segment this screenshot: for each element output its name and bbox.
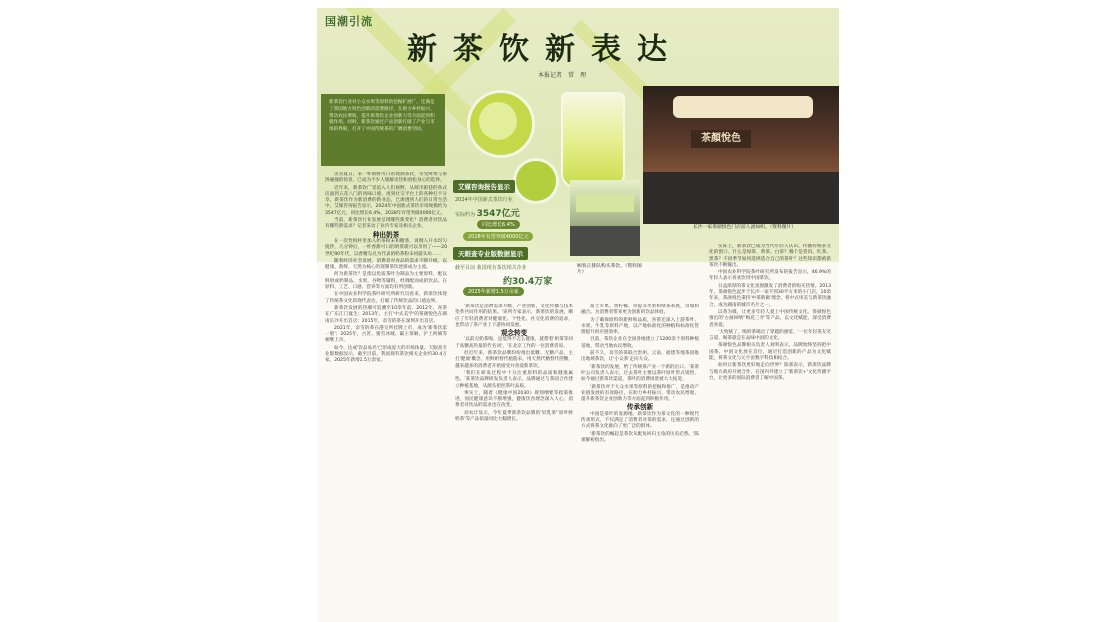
stat-line [503, 274, 552, 287]
article-paragraph: 炎炎夏日，来一杯新鲜可口的现制茶饮，享受鲜果与茶汤碰撞的惊喜，已成为不少人缓解炎热和放松身心的选择。 [325, 172, 447, 184]
shop-photo [643, 86, 839, 224]
article-paragraph: 如何让新茶饮更好地走向世界？陈蕾表示，新茶饮品牌与地方政府开展合作，在国内外建立了'新茶饮+'文化传播平台，让更多的国际消费者了解中国茶。 [709, 363, 831, 381]
article-column-1 [325, 172, 447, 620]
stat-label: 截至目前 [455, 265, 476, 271]
lead-box [321, 94, 445, 166]
byline: 本报记者 常 理 [538, 72, 587, 79]
photo-caption: 长沙一家茶颜悦色门店前人流如织。（资料图片） [693, 225, 797, 230]
stat-pill: 同比增长6.4% [477, 220, 520, 229]
tea-cup-icon [561, 92, 625, 188]
stat-pill: 2028年有望突破4000亿元 [463, 232, 533, 241]
article-paragraph: '大致统了，喝奶茶喝出了穿越的感觉。'一位年轻茶友笑言道，喝茶就是在品味中国的文化。 [709, 329, 831, 342]
shop-sign-shape [576, 194, 634, 212]
article-paragraph: 日益浓厚的茶文化氛围激发了消费者的购买热情。2013年，茶颜悦色起步于长沙一家不到30平方米的小门店，10余年来，茶颜悦色秉持'中茶新做'理念，将中式审美与新茶饮融合，成为湖南的城市名片之一。 [709, 283, 831, 308]
shop-sign: 茶顏悅色 [691, 130, 751, 148]
article-paragraph: 以茶为媒，让更多年轻人爱上中国传统文化。茶颜悦色推出的'古画回响''梅花三弄'等产品，以文化赋能，深受消费者喜爱。 [709, 309, 831, 328]
article-column-2 [455, 304, 573, 620]
article-column-4 [709, 244, 831, 620]
article-paragraph: 羽农计显示，今年夏季新茶饮品牌的'轻乳茶''原叶鲜奶茶'等产品销量同比大幅增长。 [455, 410, 573, 423]
stat-pill: 2025年新增1.5万余家 [463, 287, 524, 296]
article-paragraph: '新茶饮是消费需求升级、产业创新、文化传播与技术变革共同作用的结果。'该所专家表示，新茶饮的发展，顺应了年轻消费者对健康化、个性化、社交化消费的追求，也带动了茶产业上下游协同发展。 [455, 304, 573, 328]
lime-slice-icon [513, 158, 559, 204]
article-paragraph: 为了确保原料的新鲜和品质，喜茶还深入上游茶叶、水果、牛乳等原料产地，以产地标准化的种植和标准化管理提升供应链效率。 [581, 317, 699, 336]
article-paragraph: 前不久，奈雪的茶联合贵州、云南、福建等地茶园推出地域茶饮，让'小众茶'走向大众。 [581, 351, 699, 363]
stat-line [455, 206, 520, 219]
article-paragraph: 在中国农业科学院茶叶研究所研究员看来，新茶饮体现了传统茶文化的现代表达，打破了传统饮品的口感边界。 [325, 292, 447, 304]
article-paragraph: '以前点奶茶喝，总觉得不怎么健康，就想着'奶茶等同于高糖高热量的代名词'。'在北京工作的一位消费者说。 [455, 337, 573, 349]
article-paragraph: 在一次性纸杯里加入奶茶粉末和糖浆，再倒入开水均匀搅拌，几分钟后，一杯香甜可口的奶茶就可以享用了——20世纪90年代，以香精勾兑为代表的奶茶粉末初露头角…… [325, 238, 447, 257]
crowd-shape [643, 172, 839, 224]
stat-line [455, 264, 527, 271]
article-paragraph: 茶颜悦色品牌相关负责人刘明表示，品牌始终坚持把中国茶、中国文化放在首位，通过打造创新的产品为文化赋能，将茶文化与元宇宙数字科技相结合。 [709, 343, 831, 362]
stat-line: 2024年中国新式茶饮行业 [455, 197, 513, 203]
article-paragraph: 实际上，新茶饮已成为当代年轻人认识、传播传统茶文化的窗口。什么是绿茶、黄茶、白茶？哪个是普洱、红茶、黑茶？不同季节如何选择适合自己的茶叶？这些知识都被新茶饮不断输出。 [709, 244, 831, 268]
article-paragraph: 中国是茶叶的发源地，新茶饮作为茶文化的一种现代传承形式，不仅满足了消费者对茶的需求，还通过创新的方式将茶文化推向了更广泛的群体。 [581, 411, 699, 430]
article-paragraph: 目前，茶饮企业在全国各地建立了1200余个原料种植基地，带动当地农民增收。 [581, 337, 699, 349]
section-tag: 国潮引流 [325, 15, 373, 28]
stat-label: 实际约为 [455, 212, 476, 218]
article-paragraph: '新茶饮的发展，给了传统茶产业一个新的出口。'某茶叶公司负责人表示，过去茶叶主要以茶叶原叶形式销售，如今通过新茶饮渠道，茶叶的消费场景被大大拓宽。 [581, 364, 699, 383]
awning-shape [673, 96, 813, 118]
article-paragraph: 当前，新茶饮行业发展呈现哪些新变化？消费者对饮品有哪些新需求？记者采访了业内专家及相关企业。 [325, 218, 447, 230]
queue-photo [570, 180, 640, 256]
article-column-3 [581, 304, 699, 620]
crowd-shape [570, 226, 640, 256]
article-paragraph: 近年来，新茶饮广受追入人们视野，从域市街巷的各式店面到五花八门的风味口感，再到社交平台上的各种打卡分享，新茶饮作为新消费的新业态，已渗透到人们的日常生活中。艾媒咨询报告显示，2024年中国新式茶饮市场规模约为3547亿元，同比增长6.4%，2028年有望突破4000亿元。 [325, 185, 447, 216]
article-paragraph: '新茶饮的崛起是茶饮从配角回归主角的历史必然。'陈蕾解析指出。 [581, 431, 699, 443]
article-paragraph: 随着经济社会发展，消费者对食品的需求不断升级，以健康、新鲜、天然为核心的现制茶饮逐渐成为主流。 [325, 258, 447, 271]
article-paragraph: 事实上，随着《健康中国2030》规划纲要等政策推进，国民健康意识不断增强，健康饮食理念深入人心，消费者对饮品的需求也在改变。 [455, 390, 573, 409]
section-subheading: 传承创新 [626, 403, 654, 412]
article-paragraph: 新茶饮发展的热潮可追溯至10余年前。2012年，喜茶在广东江门诞生；2013年，主打'中式美学'的茶颜悦色在湖南长沙开出首店；2015年，奈雪的茶在深圳开出首店。 [325, 305, 447, 324]
section-subheading: 观念转变 [500, 329, 528, 338]
article-paragraph: '我们在研发过程中十分注重原料的品质和健康属性。'某茶饮品牌研发负责人表示，品牌通过与茶园合作建立种植基地，从源头把控茶叶品质。 [455, 370, 573, 389]
article-paragraph: 如今，达成'饮品易名'已形成庞大的市场体量。天眼查专业版数据显示，截至目前，我国现有茶饮相关企业约30.4万家，2025年新增1.5万余家。 [325, 345, 447, 364]
stat-value: 约30.4万家 [503, 277, 553, 287]
photo-caption: 顾客正排队购买茶饮。（资料图片） [577, 264, 642, 275]
article-paragraph: '新茶饮对于大众水果等原料的挖掘和推广，是推动产业链发展的有效路径，在助力乡村振兴、带动农民增收、提升新茶饮企业创新力等方面起到积极作用。' [581, 384, 699, 403]
lime-slice-center [479, 102, 517, 140]
article-paragraph: 富士苹果、黄柠檬、青提等水果和绿茶茶底，奇瑞和融合。为消费者带来更为创新的饮品体验。 [581, 304, 699, 316]
article-paragraph: 何为新茶饮？是指以优质茶叶为制品为主要原料，配以鲜奶或奶制品、水果、谷物等辅料，经调配而成的饮品。在原料、工艺、口感、营养等方面均有所创新。 [325, 272, 447, 291]
stat-heading-1: 艾媒咨询报告显示 [453, 180, 515, 193]
section-subheading: 种出奶茶 [372, 230, 400, 239]
article-paragraph: 中国农业科学院茶叶研究所发布的报告显示，46.9%的年轻人表示喜欢饮用中国茶饮。 [709, 270, 831, 282]
newspaper-page [317, 8, 839, 622]
lead-text: 新茶饮行业对小众水果等原料的挖掘扩展广，还满足了我国地方特色创新的需要路径，在助力乡村振兴、带动农民增收，提升新茶饮企业创新力等方面起到积极作用。同时，新茶饮通过产品创新打破了产业与市场的界限，打开了中国传统茶的广阔消费空间。 [329, 100, 435, 133]
article-paragraph: 2021年，奈雪的茶在港交所挂牌上市，成为'新茶饮第一股'；2025年，古茗、蜜雪冰城、霸王茶姬、沪上阿姨等相继上市。 [325, 325, 447, 344]
stat-label: 我国现有茶饮相关企业 [476, 265, 527, 271]
stat-value: 3547亿元 [476, 209, 520, 219]
article-paragraph: 但近年来，新茶饮品牌纷纷推出低糖、无糖产品，主打'健康'概念，用鲜奶替代植脂末，用天然代糖替代蔗糖，越来越多的消费者开始接受并喜爱新茶饮。 [455, 351, 573, 369]
stat-heading-2: 天眼查专业版数据显示 [453, 247, 528, 260]
page-title: 新茶饮新表达 [407, 32, 683, 67]
